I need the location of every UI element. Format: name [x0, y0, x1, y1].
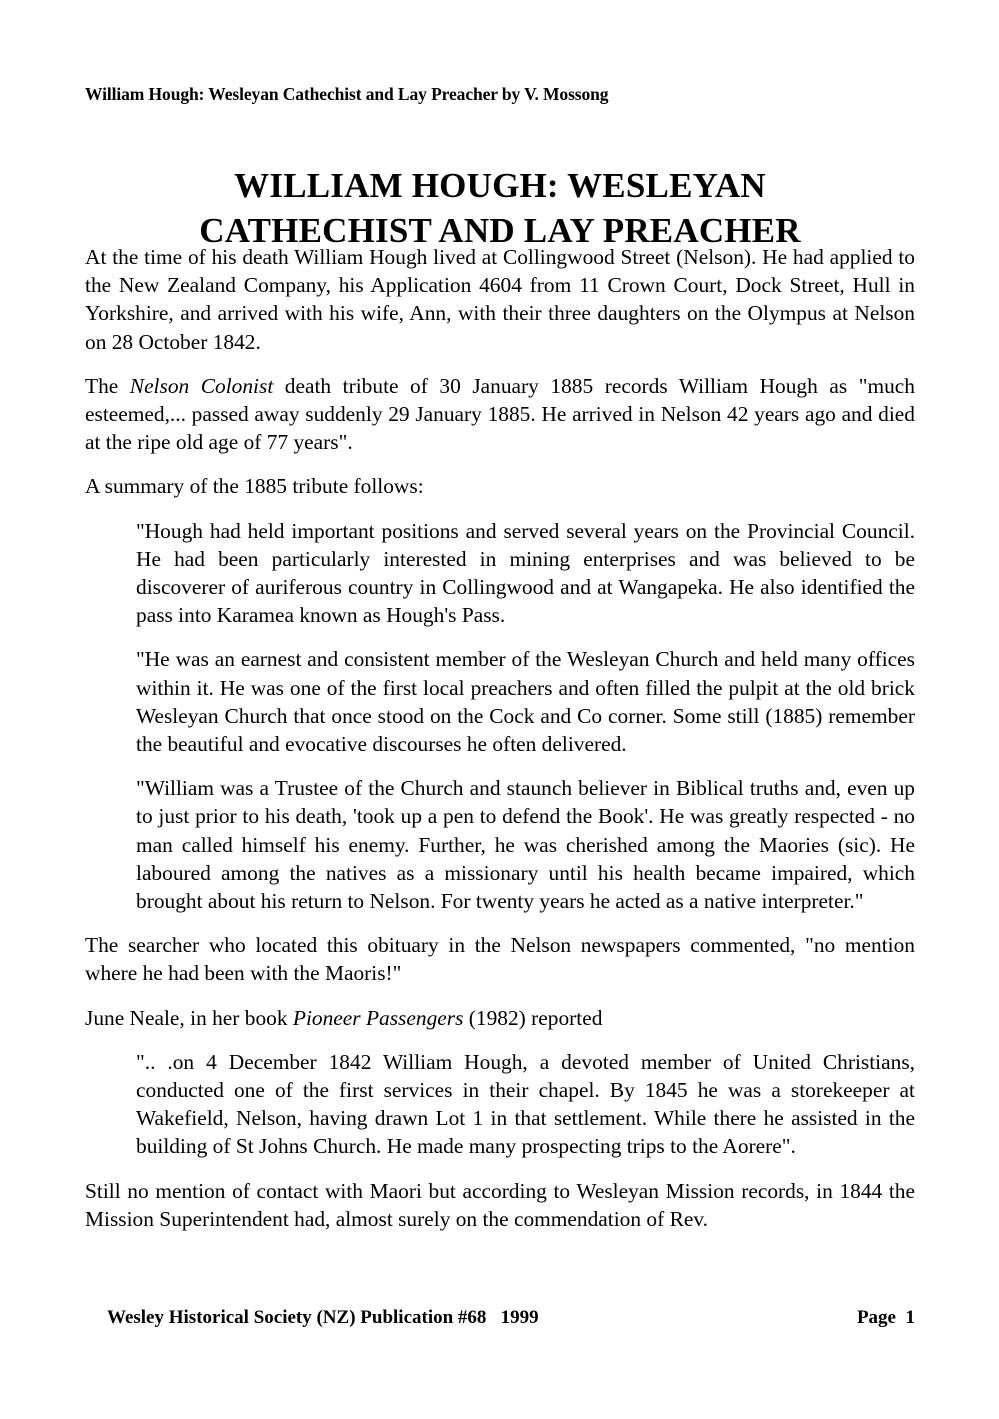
paragraph-colonist-tribute-part-1: The [85, 373, 130, 398]
footer-publication-info: Wesley Historical Society (NZ) Publication #68 1999 [107, 1307, 539, 1328]
blockquote-pioneer-passengers: ".. .on 4 December 1842 William Hough, a devoted member of United Christians, conducted one of the first services in their chapel. By 1845 he was a storekeeper at Wakefield, Nelson, having drawn Lot 1 in that settlement. While there he assisted in the building of St Johns Church. He made many prospecting trips to the Aorere". [136, 1049, 915, 1159]
page-title-line-1: WILLIAM HOUGH: WESLEYAN [234, 166, 766, 206]
blockquote-trustee: "William was a Trustee of the Church and staunch believer in Biblical truths and, even up to just prior to his death, 'took up a pen to defend the Book'. He was greatly respected - no man called himself his enemy. Further, he was cherished among the Maories (sic). He laboured among the natives as a missionary until his health became impaired, which brought about his return to Nelson. For twenty years he acted as a native interpreter." [136, 776, 915, 914]
newspaper-title-nelson-colonist: Nelson Colonist [129, 373, 274, 398]
blockquote-wesleyan-church: "He was an earnest and consistent member of the Wesleyan Church and held many offices within it. He was one of the first local preachers and often filled the pulpit at the old brick Wesleyan Church that once stood on the Cock and Co corner. Some still (1885) remember the beautiful and evocative discourses he often delivered. [136, 647, 915, 757]
article-body [85, 243, 915, 1233]
page-title-line-2: CATHECHIST AND LAY PREACHER [199, 211, 801, 251]
blockquote-provincial-council: "Hough had held important positions and served several years on the Provincial Council. He had been particularly interested in mining enterprises and was believed to be discoverer of auriferous country in Collingwood and at Wangapeka. He also identified the pass into Karamea known as Hough's Pass. [136, 518, 915, 628]
footer-page-number: Page 1 [856, 1307, 915, 1328]
paragraph-mission-records: Still no mention of contact with Maori but according to Wesleyan Mission records, in 1844 the Mission Superintendent had, almost surely on the commendation of Rev. [85, 1178, 915, 1231]
paragraph-colonist-tribute [85, 372, 915, 457]
book-title-pioneer-passengers: Pioneer Passengers [292, 1005, 464, 1030]
paragraph-june-neale-part-1: June Neale, in her book [85, 1005, 293, 1030]
page-title [85, 164, 915, 254]
running-head: William Hough: Wesleyan Cathechist and Lay Preacher by V. Mossong [85, 84, 609, 104]
page-footer [85, 1307, 915, 1329]
paragraph-intro: At the time of his death William Hough lived at Collingwood Street (Nelson). He had applied to the New Zealand Company, his Application 4604 from 11 Crown Court, Dock Street, Hull in Yorkshire, and arrived with his wife, Ann, with their three daughters on the Olympus at Nelson on 28 October 1842. [85, 245, 915, 354]
paragraph-summary-lead-in: A summary of the 1885 tribute follows: [85, 474, 424, 499]
paragraph-june-neale-lead-in [85, 1004, 915, 1032]
paragraph-searcher-comment: The searcher who located this obituary in the Nelson newspapers commented, "no mention where he had been with the Maoris!" [85, 933, 915, 986]
paragraph-colonist-tribute-part-2: death tribute of 30 January 1885 records William Hough as "much esteemed,... passed away suddenly 29 January 1885. He arrived in Nelson 42 years ago and died at the ripe old age of 77 years". [85, 373, 915, 455]
paragraph-june-neale-part-2: (1982) reported [463, 1005, 603, 1030]
